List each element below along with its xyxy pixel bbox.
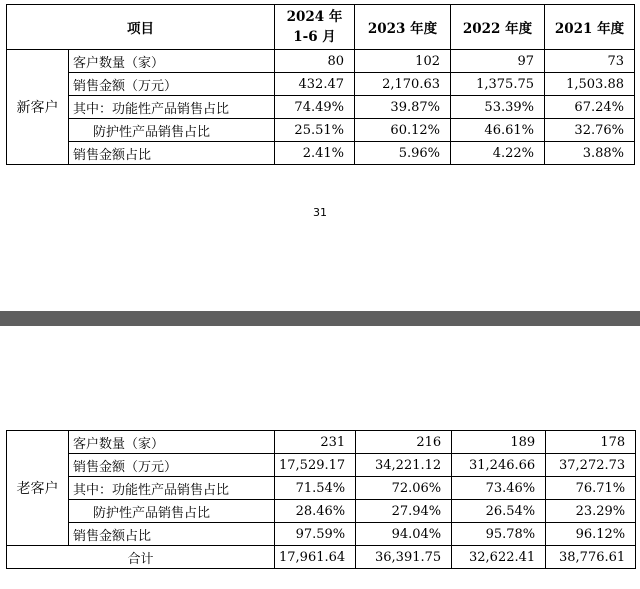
cell: 31,246.66 — [452, 454, 546, 477]
row-label: 销售金额占比 — [69, 523, 275, 546]
cell: 178 — [546, 431, 636, 454]
table-row — [7, 73, 635, 96]
table-row — [7, 119, 635, 142]
cell: 37,272.73 — [546, 454, 636, 477]
cell: 3.88% — [545, 142, 635, 165]
cell: 94.04% — [356, 523, 452, 546]
table-row — [7, 96, 635, 119]
cell: 17,529.17 — [275, 454, 356, 477]
cell: 71.54% — [275, 477, 356, 500]
header-2024h1 — [275, 5, 355, 50]
header-2024h1-text: 2024 年 1-6 月 — [286, 9, 343, 45]
cell: 73 — [545, 50, 635, 73]
cell: 36,391.75 — [356, 546, 452, 569]
table-row — [7, 431, 636, 454]
cell: 4.22% — [451, 142, 545, 165]
table-row — [7, 477, 636, 500]
cell: 46.61% — [451, 119, 545, 142]
cell: 1,375.75 — [451, 73, 545, 96]
cell: 32,622.41 — [452, 546, 546, 569]
cell: 39.87% — [355, 96, 451, 119]
cell: 97.59% — [275, 523, 356, 546]
table-row — [7, 523, 636, 546]
old-customer-table — [6, 430, 636, 569]
new-customer-table — [6, 4, 635, 165]
cell: 97 — [451, 50, 545, 73]
cell: 73.46% — [452, 477, 546, 500]
page-divider — [0, 311, 640, 326]
cell: 96.12% — [546, 523, 636, 546]
row-label: 销售金额占比 — [69, 142, 275, 165]
cell: 23.29% — [546, 500, 636, 523]
header-2021: 2021 年度 — [545, 5, 635, 50]
cell: 67.24% — [545, 96, 635, 119]
row-label: 客户数量（家） — [69, 50, 275, 73]
cell: 28.46% — [275, 500, 356, 523]
cell: 32.76% — [545, 119, 635, 142]
total-label: 合计 — [7, 546, 275, 569]
cell: 27.94% — [356, 500, 452, 523]
cell: 189 — [452, 431, 546, 454]
cell: 74.49% — [275, 96, 355, 119]
row-label: 其中：功能性产品销售占比 — [69, 96, 275, 119]
row-label: 防护性产品销售占比 — [69, 119, 275, 142]
cell: 95.78% — [452, 523, 546, 546]
cell: 72.06% — [356, 477, 452, 500]
page-number: 31 — [313, 206, 327, 219]
group-label-old: 老客户 — [7, 431, 69, 546]
row-label: 客户数量（家） — [69, 431, 275, 454]
cell: 60.12% — [355, 119, 451, 142]
cell: 25.51% — [275, 119, 355, 142]
cell: 102 — [355, 50, 451, 73]
cell: 76.71% — [546, 477, 636, 500]
cell: 231 — [275, 431, 356, 454]
cell: 1,503.88 — [545, 73, 635, 96]
group-label-new: 新客户 — [7, 50, 69, 165]
cell: 34,221.12 — [356, 454, 452, 477]
table-row — [7, 454, 636, 477]
row-label: 销售金额（万元） — [69, 454, 275, 477]
cell: 26.54% — [452, 500, 546, 523]
row-label: 销售金额（万元） — [69, 73, 275, 96]
cell: 17,961.64 — [275, 546, 356, 569]
cell: 53.39% — [451, 96, 545, 119]
header-2022: 2022 年度 — [451, 5, 545, 50]
table-row — [7, 50, 635, 73]
row-label: 其中：功能性产品销售占比 — [69, 477, 275, 500]
row-label: 防护性产品销售占比 — [69, 500, 275, 523]
table-row — [7, 142, 635, 165]
header-row — [7, 5, 635, 50]
cell: 2,170.63 — [355, 73, 451, 96]
header-2023: 2023 年度 — [355, 5, 451, 50]
cell: 216 — [356, 431, 452, 454]
cell: 5.96% — [355, 142, 451, 165]
header-item: 项目 — [7, 5, 275, 50]
cell: 2.41% — [275, 142, 355, 165]
total-row — [7, 546, 636, 569]
cell: 80 — [275, 50, 355, 73]
table-row — [7, 500, 636, 523]
cell: 38,776.61 — [546, 546, 636, 569]
cell: 432.47 — [275, 73, 355, 96]
